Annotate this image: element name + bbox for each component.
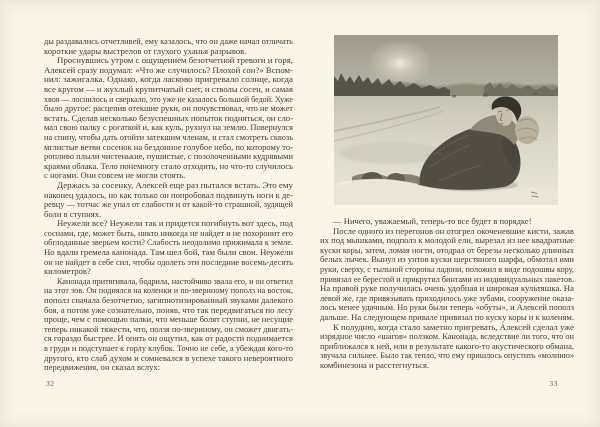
text-line: приближался к ней, или в результате какого-то акустического обмана, bbox=[320, 340, 574, 351]
page-number-left: 32 bbox=[46, 379, 55, 388]
text-line: Алексей сразу подумал: «Что же случилось? Плохой сон?» Вспом- bbox=[44, 64, 293, 75]
text-line: К полудню, когда стало заметно пригревать, Алексей сделал уже bbox=[333, 321, 574, 332]
text-line: передвижения, он сказал вслух: bbox=[44, 362, 161, 373]
text-line: комбинезона и расстегнуться. bbox=[320, 359, 430, 370]
text-line: километров? bbox=[44, 266, 91, 277]
wounded-pilot-in-snow-illustration bbox=[334, 35, 558, 205]
text-line: боя, а потом уже сознательно, поняв, что так передвигаться по лесу bbox=[44, 304, 293, 315]
text-line: он не найдет в себе сил, чтобы одолеть эти последние восемь-десять bbox=[44, 256, 293, 267]
text-line: другого, кто слаб духом и сомневался в успехе такого невероятного bbox=[44, 352, 293, 363]
text-line: мглистые ветви сосенок на бездонное голубое небо, по которому то- bbox=[44, 141, 293, 152]
text-line: руки, сверху, с тыльной стороны ладони, положил в виде подошвы кору, bbox=[320, 263, 574, 274]
text-line: короткие удары выстрелов от глухого уханья разрывов. bbox=[44, 45, 247, 56]
text-line: Канонада притягивала, бодрила, настойчиво звала его, и он ответил bbox=[57, 275, 293, 286]
text-line: изрядное число «шагов» ползком. Канонада, вследствие ли того, что он bbox=[320, 331, 574, 342]
text-line: соснами, где, может быть, никто никогда не найдет и не похоронит его bbox=[44, 227, 293, 238]
text-line: нил: зажигалка. Однако, когда ласково пригревало солнце, когда bbox=[44, 74, 293, 85]
text-line: в груди и подступает к горлу клубок. Точно не себе, а убеждая кого-то bbox=[44, 343, 293, 353]
text-line: ревцу — тотчас же упал от слабости и от какой-то страшной, зудящей bbox=[44, 199, 293, 210]
text-line: все кругом — и жухлый крупитчатый снег, и стволы сосен, и самая bbox=[44, 83, 293, 94]
illustration bbox=[334, 35, 558, 205]
text-line: проще, чем с помощью палки, что меньше болят ступни, не несущие bbox=[44, 314, 293, 325]
text-line: звучала сильнее. Было так тепло, что ему пришлось опустить «молнию» bbox=[320, 350, 574, 361]
text-line: ропливо плыли чистенькие, пушистые, с позолоченными кудрявыми bbox=[44, 151, 293, 162]
text-line: наконец удалось, но как только он попробовал подвинуть ноги к де- bbox=[44, 189, 293, 200]
text-line: После одного из перегонов он отогрел окоченевшие кисти, зажав bbox=[333, 225, 574, 236]
text-line: куски коры, затем, ломая ногти, отодрал от березы несколько длинных bbox=[320, 244, 574, 255]
text-line: белых лычек. Вынул из унтов куски шерстяного шарфа, обмотал ими bbox=[320, 254, 574, 265]
text-line: — Ничего, уважаемый, теперь-то все будет в порядке! bbox=[333, 216, 532, 226]
text-line: мал свою палку с рогаткой и, как куль, рухнул на землю. Повернулся bbox=[44, 122, 293, 133]
right-page-text bbox=[320, 217, 574, 371]
text-line: Но вдали гремела канонада. Там шел бой, там были свои. Неужели bbox=[44, 247, 293, 258]
text-line: было другое: расцепив отекшие руки, он почувствовал, что не может bbox=[44, 103, 293, 114]
text-line: их под мышками, подполз к молодой ели, вырезал из нее квадратные bbox=[320, 235, 574, 246]
text-line: Неужели все? Неужели так и придется погибнуть вот здесь, под bbox=[57, 218, 293, 229]
text-line: пополз сначала безотчетно, загипнотизированный звуками далекого bbox=[44, 295, 293, 306]
left-page-text bbox=[44, 37, 293, 373]
text-line: ся гораздо быстрее. И опять он ощутил, как от радости поднимается bbox=[44, 333, 293, 344]
text-line: левой же, где привязывать приходилось уже зубами, сооружение оказа- bbox=[320, 292, 574, 303]
text-line: встать. Сделав несколько безуспешных попыток подняться, он сло- bbox=[44, 112, 293, 123]
text-line: ды раздавались отчетливей, ему казалось, что он даже начал отличать bbox=[44, 36, 293, 46]
text-line: теперь никакой тяжести, что, ползя по-звериному, он сможет двигать- bbox=[44, 323, 293, 334]
text-line: На правой руке получилась очень удобная и широкая культяшка. На bbox=[320, 283, 574, 294]
text-line: на спину, чтобы дать отойти затекшим членам, и стал смотреть сквозь bbox=[44, 131, 293, 142]
text-line: Проснувшись утром с ощущением безотчетной тревоги и горя, bbox=[57, 55, 293, 66]
text-line: боли в ступнях. bbox=[44, 208, 102, 219]
text-line: краями облака. Тело понемногу стало отходить, но что-то случилось bbox=[44, 160, 293, 171]
text-line: хвоя — лоснилось и сверкало, это уже не казалось большой бедой. Хуже bbox=[44, 93, 293, 104]
page-number-right: 33 bbox=[549, 379, 558, 388]
text-line: дальше. На следующем привале привязал по куску коры и к коленям. bbox=[320, 311, 574, 322]
text-line: обглоданные зверьем кости? Слабость неодолимо прижимала к земле. bbox=[44, 237, 293, 248]
text-line: с ногами. Они совсем не могли стоять. bbox=[44, 170, 186, 181]
text-line: лось менее удачным. Но руки были теперь «обуты», и Алексей пополз bbox=[320, 302, 574, 313]
text-line: на этот зов. Он поднялся на коленки и по-звериному пополз на восток, bbox=[44, 285, 293, 296]
text-line: Держась за сосенку, Алексей еще раз пытался встать. Это ему bbox=[57, 179, 293, 190]
text-line: привязал ее берестой и прикрутил бинтами из индивидуальных пакетов. bbox=[320, 273, 574, 284]
